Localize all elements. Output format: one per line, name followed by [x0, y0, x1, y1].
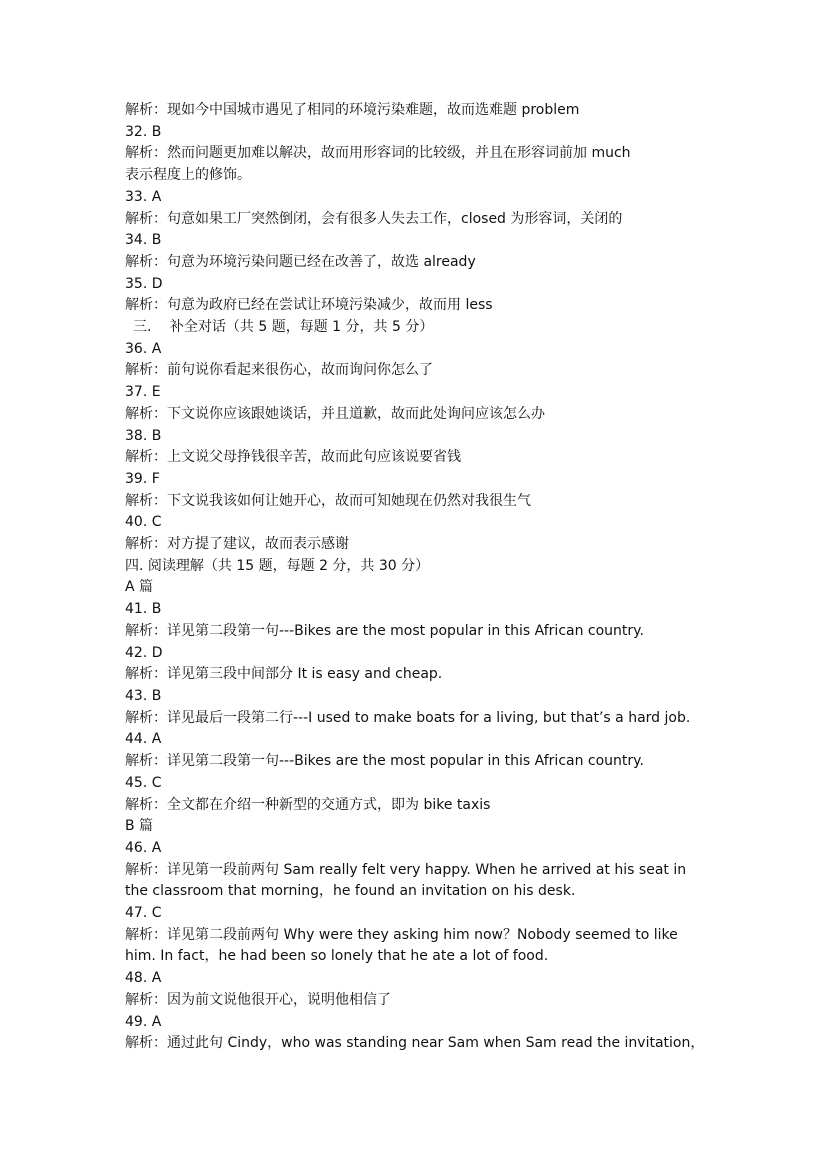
answer-number: 47. C: [125, 905, 162, 922]
text-line: 解析：上文说父母挣钱很辛苦，故而此句应该说要省钱: [125, 449, 461, 466]
text-line: 解析：句意为政府已经在尝试让环境污染减少，故而用 less: [125, 297, 493, 314]
text-line: 解析：下文说你应该跟她谈话，并且道歉，故而此处询问应该怎么办: [125, 405, 545, 422]
text-line: 解析：对方提了建议，故而表示感谢: [125, 536, 349, 553]
text-line: 解析：详见第一段前两句 Sam really felt very happy. When he arrived at his seat in: [125, 861, 687, 878]
text-line: the classroom that morning，he found an invitation on his desk.: [125, 883, 576, 900]
text-line: 解析：详见第二段第一句---Bikes are the most popular in this African country.: [125, 622, 644, 639]
answer-number: 39. F: [125, 470, 160, 487]
text-line: 解析：详见第二段第一句---Bikes are the most popular in this African country.: [125, 753, 644, 770]
text-line: 解析：现如今中国城市遇见了相同的环境污染难题，故而选难题 problem: [125, 102, 580, 118]
answer-number: 41. B: [125, 601, 162, 618]
text-line: 解析：前句说你看起来很伤心，故而询问你怎么了: [125, 362, 433, 379]
text-line: 解析：句意为环境污染问题已经在改善了，故选 already: [125, 253, 476, 270]
text-line: 解析：详见第三段中间部分 It is easy and cheap.: [125, 666, 443, 683]
text-line: 解析：下文说我该如何让她开心，故而可知她现在仍然对我很生气: [125, 492, 531, 509]
answer-number: 48. A: [125, 970, 162, 987]
answer-number: 32. B: [125, 123, 162, 140]
text-line: 表示程度上的修饰。: [125, 167, 251, 184]
section-heading: 四. 阅读理解（共 15 题，每题 2 分，共 30 分）: [125, 557, 430, 574]
answer-number: 42. D: [125, 644, 163, 661]
answer-number: 43. B: [125, 687, 162, 704]
answer-number: 49. A: [125, 1013, 162, 1030]
text-line: 解析：详见最后一段第二行---I used to make boats for a living, but that’s a hard job.: [125, 709, 691, 726]
answer-number: 37. E: [125, 384, 161, 401]
text-line: 解析：因为前文说他很开心，说明他相信了: [125, 991, 391, 1008]
answer-number: 38. B: [125, 427, 162, 444]
answer-number: 33. A: [125, 188, 162, 205]
answer-key-text: [125, 100, 710, 1055]
answer-number: 40. C: [125, 514, 162, 531]
text-line: 解析：详见第二段前两句 Why were they asking him now？Nobody seemed to like: [125, 926, 678, 943]
answer-number: 34. B: [125, 232, 162, 249]
answer-number: 36. A: [125, 340, 162, 357]
passage-heading: B 篇: [125, 818, 154, 835]
text-line: 解析：全文都在介绍一种新型的交通方式，即为 bike taxis: [125, 796, 491, 813]
section-heading: 三. 补全对话（共 5 题，每题 1 分，共 5 分）: [133, 319, 434, 336]
answer-number: 44. A: [125, 731, 162, 748]
answer-number: 45. C: [125, 774, 162, 791]
text-line: 解析：然而问题更加难以解决，故而用形容词的比较级，并且在形容词前加 much: [125, 145, 631, 162]
answer-number: 35. D: [125, 275, 163, 292]
passage-heading: A 篇: [125, 579, 154, 596]
text-line: 解析：句意如果工厂突然倒闭，会有很多人失去工作，closed 为形容词，关闭的: [125, 210, 623, 227]
answer-number: 46. A: [125, 839, 162, 856]
text-line: him. In fact，he had been so lonely that he ate a lot of food.: [125, 948, 549, 965]
text-line: 解析：通过此句 Cindy，who was standing near Sam when Sam read the invitation，: [125, 1035, 705, 1052]
